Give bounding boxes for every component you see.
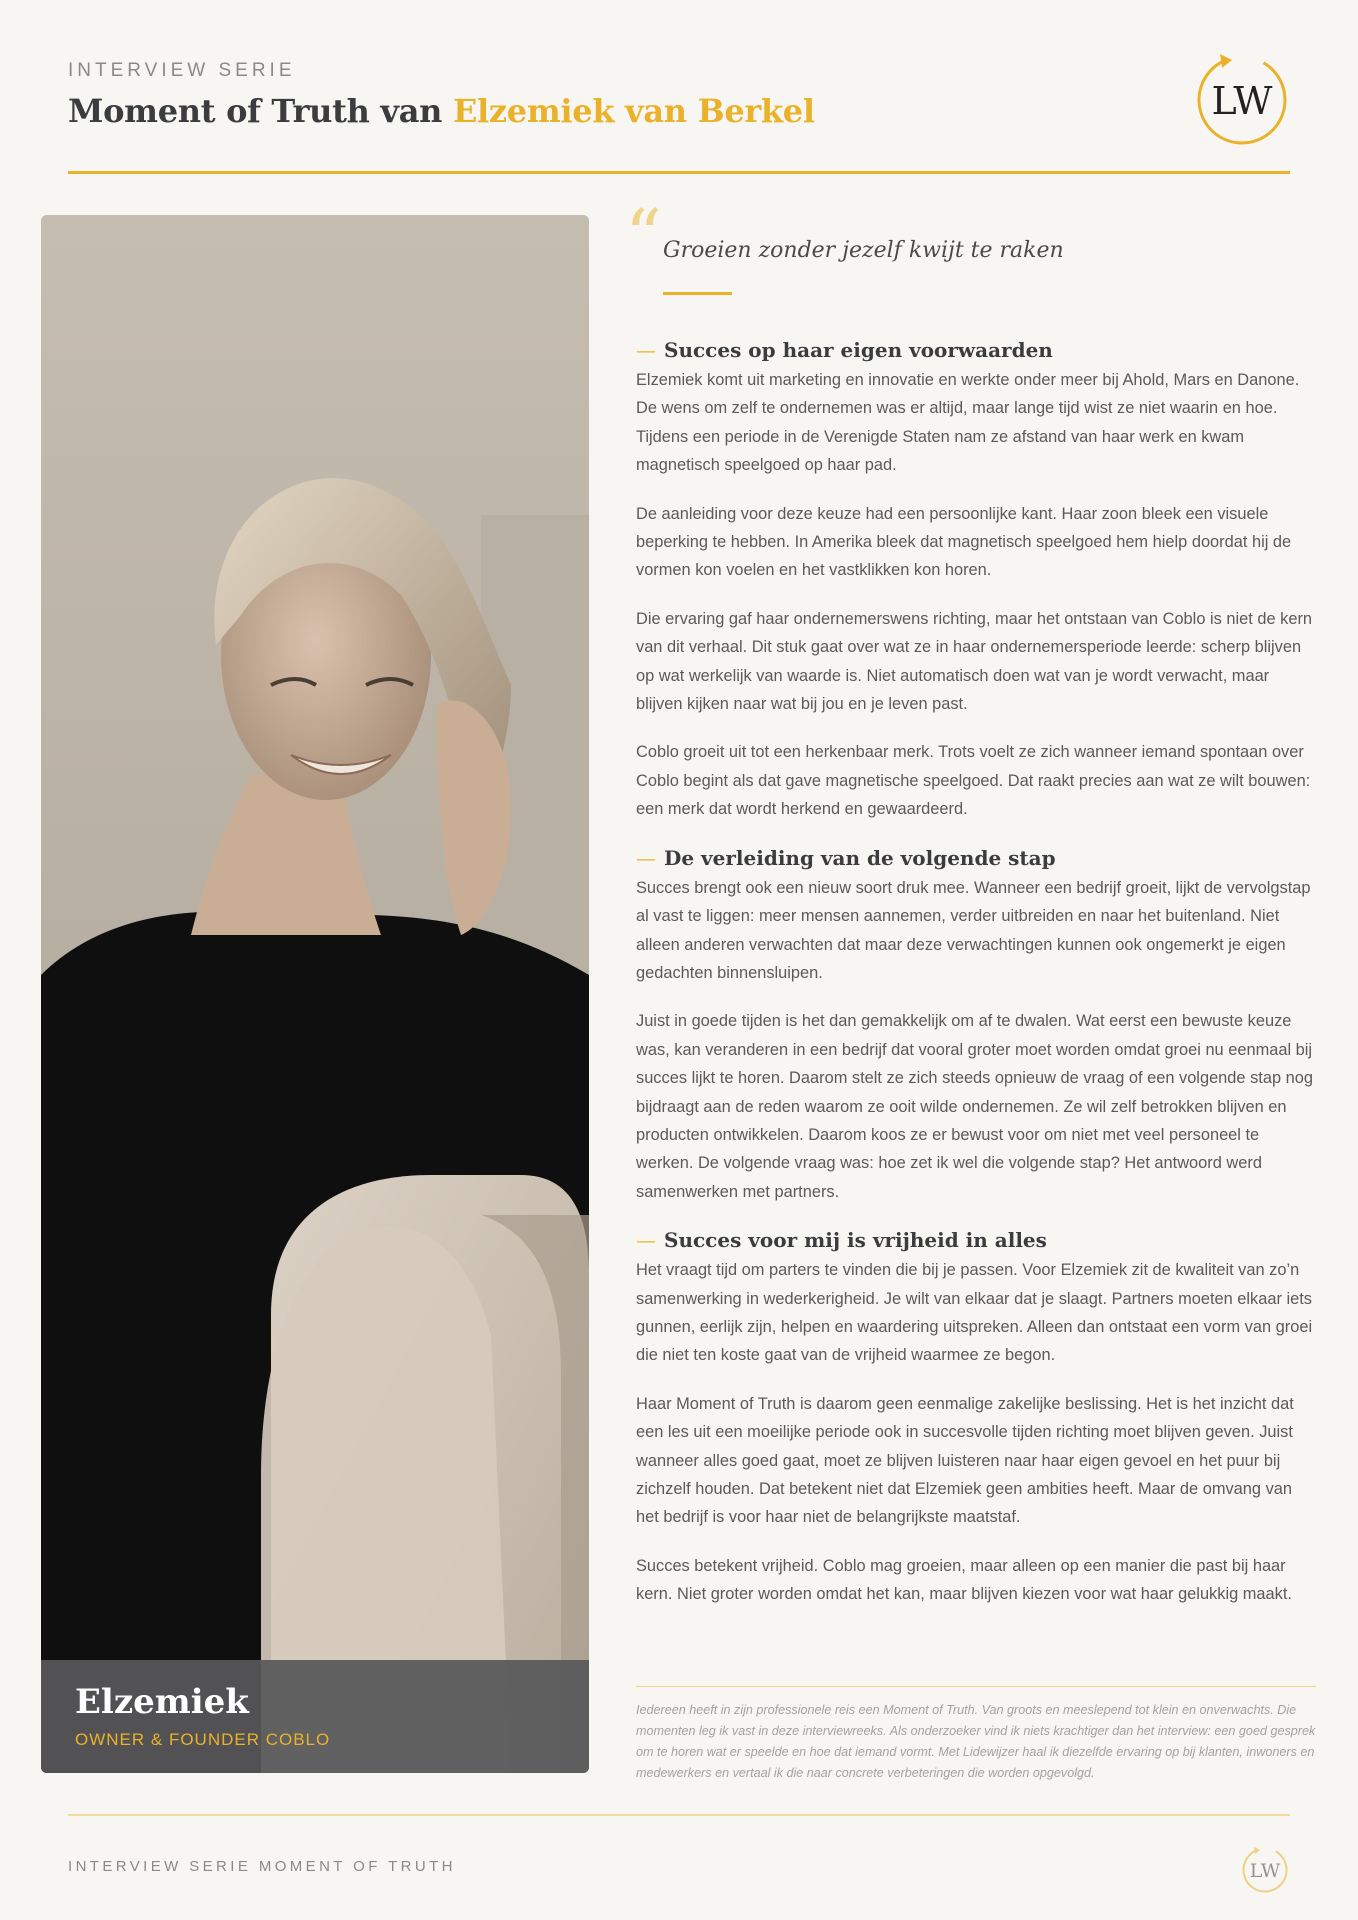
lw-logo-icon bbox=[1192, 48, 1292, 148]
footer-label: INTERVIEW SERIE MOMENT OF TRUTH bbox=[68, 1858, 456, 1875]
article-section bbox=[636, 846, 1316, 1206]
section-heading bbox=[636, 1228, 1316, 1252]
section-heading bbox=[636, 846, 1316, 870]
header-divider bbox=[68, 171, 1290, 174]
section-heading-text: Succes voor mij is vrijheid in alles bbox=[664, 1228, 1047, 1253]
paragraph: Het vraagt tijd om parters te vinden die bij je passen. Voor Elzemiek zit de kwaliteit van zo’n samenwerking in wederkerigheid. Je wilt van elkaar dat je slaagt. Partners moeten elkaar iets gunnen, eerlijk zijn, helpen en waardering uitspreken. Alleen dan ontstaat een vorm van groei die niet ten koste gaat van de vrijheid waarmee ze begon. bbox=[636, 1261, 1313, 1365]
title-prefix: Moment of Truth van bbox=[68, 92, 443, 130]
portrait-photo bbox=[41, 215, 589, 1773]
title-name: Elzemiek van Berkel bbox=[452, 92, 815, 130]
lw-logo-icon bbox=[1240, 1844, 1290, 1894]
section-heading bbox=[636, 338, 1316, 362]
paragraph: Coblo groeit uit tot een herkenbaar merk. Trots voelt ze zich wanneer iemand spontaan over Coblo begint als dat gave magnetische speelgoed. Dat raakt precies aan wat ze wilt bouwen: een merk dat wordt herkend en gewaardeerd. bbox=[636, 743, 1311, 819]
section-heading-text: Succes op haar eigen voorwaarden bbox=[664, 338, 1053, 362]
series-label: INTERVIEW SERIE bbox=[68, 60, 296, 81]
pull-quote: Groeien zonder jezelf kwijt te raken bbox=[663, 238, 1064, 263]
footer-logo-text: LW bbox=[1249, 1860, 1281, 1882]
quote-mark-icon: “ bbox=[625, 194, 662, 278]
paragraph: Succes betekent vrijheid. Coblo mag groeien, maar alleen op een manier die past bij haar kern. Niet groter worden omdat het kan, maar blijven kiezen voor wat haar gelukkig maakt. bbox=[636, 1556, 1292, 1604]
article-body bbox=[636, 338, 1316, 1631]
heading-dash: — bbox=[636, 845, 656, 870]
heading-dash: — bbox=[636, 1228, 656, 1253]
logo-text: LW bbox=[1211, 79, 1273, 123]
portrait-caption bbox=[41, 1660, 589, 1773]
quote-underline bbox=[663, 292, 732, 295]
portrait-role: OWNER & FOUNDER COBLO bbox=[75, 1730, 331, 1749]
page-title bbox=[68, 92, 1290, 130]
article-section bbox=[636, 338, 1316, 824]
paragraph: Haar Moment of Truth is daarom geen eenmalige zakelijke beslissing. Het is het inzicht dat een les uit een moeilijke periode ook in succesvolle tijden richting moet blijven geven. Juist wanneer alles goed gaat, moet ze blijven luisteren naar haar eigen gevoel en het puur bij zichzelf houden. Dat betekent niet dat Elzemiek geen ambities heeft. Maar de omvang van het bedrijf is voor haar niet de belangrijkste maatstaf. bbox=[636, 1394, 1294, 1527]
author-note: Iedereen heeft in zijn professionele reis een Moment of Truth. Van groots en meeslepend tot klein en onverwachts. Die momenten leg ik vast in deze interviewreeks. Als onderzoeker vind ik niets krachtiger dan het interview: een goed gesprek om te horen wat er speelde en hoe dat iemand vormt. Met Lidewijzer haal ik diezelfde ervaring op bij klanten, inwoners en medewerkers en vertaal ik die naar concrete verbeteringen die worden opgevolgd. bbox=[636, 1703, 1316, 1780]
section-heading-text: De verleiding van de volgende stap bbox=[664, 845, 1056, 870]
note-divider bbox=[636, 1686, 1316, 1687]
paragraph: De aanleiding voor deze keuze had een persoonlijke kant. Haar zoon bleek een visuele beperking te hebben. In Amerika bleek dat magnetisch speelgoed hem hielp doordat hij de vormen kon voelen en het vastklikken kon horen. bbox=[636, 504, 1292, 580]
heading-dash: — bbox=[636, 338, 656, 362]
portrait-name: Elzemiek bbox=[75, 1682, 249, 1722]
paragraph: Succes brengt ook een nieuw soort druk mee. Wanneer een bedrijf groeit, lijkt de vervolgstap al vast te liggen: meer mensen aannemen, verder uitbreiden en naar het buitenland. Niet alleen anderen verwachten dat maar deze verwachtingen kunnen ook ongemerkt je eigen gedachten binnensluipen. bbox=[636, 878, 1311, 982]
page-header bbox=[68, 60, 1290, 130]
paragraph: Die ervaring gaf haar ondernemerswens richting, maar het ontstaan van Coblo is niet de kern van dit verhaal. Dit stuk gaat over wat ze in haar ondernemersperiode leerde: scherp blijven op wat werkelijk van waarde is. Niet automatisch doen wat van je wordt verwacht, maar blijven kijken naar wat bij jou en je leven past. bbox=[636, 609, 1313, 714]
article-section bbox=[636, 1228, 1316, 1608]
paragraph: Elzemiek komt uit marketing en innovatie en werkte onder meer bij Ahold, Mars en Danone. De wens om zelf te ondernemen was er altijd, maar lange tijd wist ze niet waarin en hoe. Tijdens een periode in de Verenigde Staten nam ze afstand van haar werk en kwam magnetisch speelgoed op haar pad. bbox=[636, 371, 1300, 475]
footer-divider bbox=[68, 1814, 1290, 1816]
portrait-illustration bbox=[41, 215, 589, 1773]
paragraph: Juist in goede tijden is het dan gemakkelijk om af te dwalen. Wat eerst een bewuste keuze was, kan veranderen in een bedrijf dat vooral groter moet worden omdat groei nu eenmaal bij succes lijkt te horen. Daarom stelt ze zich steeds opnieuw de vraag of een volgende stap nog bijdraagt aan de reden waarom ze ooit wilde ondernemen. Ze wil zelf betrokken blijven en producten ontwikkelen. Daarom koos ze er bewust voor om niet met veel personeel te werken. De volgende vraag was: hoe zet ik wel die volgende stap? Het antwoord werd samenwerken met partners. bbox=[636, 1012, 1313, 1201]
